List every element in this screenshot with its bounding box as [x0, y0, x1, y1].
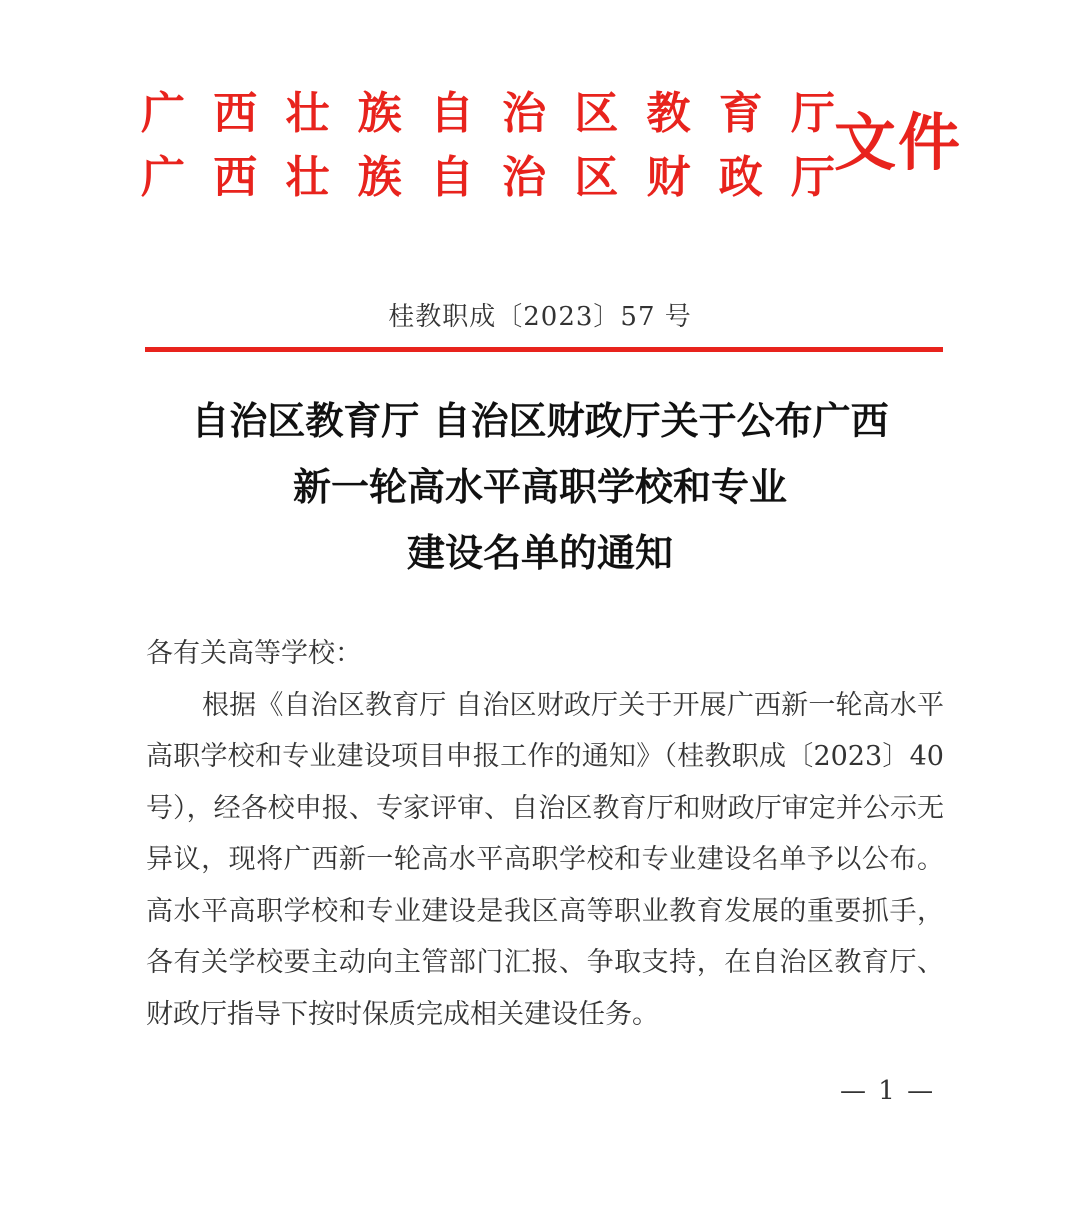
- issuer-char: 壮: [285, 152, 330, 203]
- salutation: 各有关高等学校：: [146, 638, 362, 669]
- issuer-char: 自: [429, 88, 474, 139]
- page-number: — 1 —: [840, 1076, 936, 1106]
- issuer-char: 治: [502, 88, 547, 139]
- issuing-authorities: [138, 82, 838, 210]
- issuer-char: 教: [646, 88, 691, 139]
- issuer-char: 广: [141, 152, 185, 203]
- document-body: [146, 628, 944, 1040]
- issuer-char: 区: [574, 88, 619, 139]
- issuer-line-education: [138, 82, 838, 146]
- issuer-char: 政: [718, 152, 763, 203]
- document-title: [0, 388, 1080, 586]
- title-line: 新一轮高水平高职学校和专业: [292, 465, 787, 509]
- issuer-char: 自: [429, 152, 474, 203]
- document-number: 桂教职成〔2023〕57 号: [388, 302, 692, 332]
- issuer-char: 壮: [285, 88, 330, 139]
- issuer-char: 厅: [790, 152, 835, 203]
- issuer-line-finance: [138, 146, 838, 210]
- issuer-char: 西: [213, 152, 258, 203]
- issuer-char: 广: [141, 88, 185, 139]
- issuer-char: 厅: [790, 88, 835, 139]
- issuer-char: 族: [357, 152, 402, 203]
- issuer-char: 育: [718, 88, 763, 139]
- issuer-char: 区: [574, 152, 619, 203]
- body-paragraph: 根据《自治区教育厅 自治区财政厅关于开展广西新一轮高水平高职学校和专业建设项目申报工作的通知》（桂教职成〔2023〕40 号），经各校申报、专家评审、自治区教育厅和财政厅审定并公示无异议，现将广西新一轮高水平高职学校和专业建设名单予以公布。高水平高职学校和专业建设是我区高等职业教育发展的重要抓手，各有关学校要主动向主管部门汇报、争取支持，在自治区教育厅、财政厅指导下按时保质完成相关建设任务。: [146, 689, 944, 1030]
- issuer-char: 西: [213, 88, 258, 139]
- document-type-label: 文件: [834, 106, 963, 179]
- red-divider-line: [145, 347, 943, 352]
- title-line: 自治区教育厅 自治区财政厅关于公布广西: [191, 399, 889, 443]
- issuer-char: 治: [502, 152, 547, 203]
- issuer-char: 族: [357, 88, 402, 139]
- title-line: 建设名单的通知: [406, 531, 673, 575]
- issuer-char: 财: [646, 152, 691, 203]
